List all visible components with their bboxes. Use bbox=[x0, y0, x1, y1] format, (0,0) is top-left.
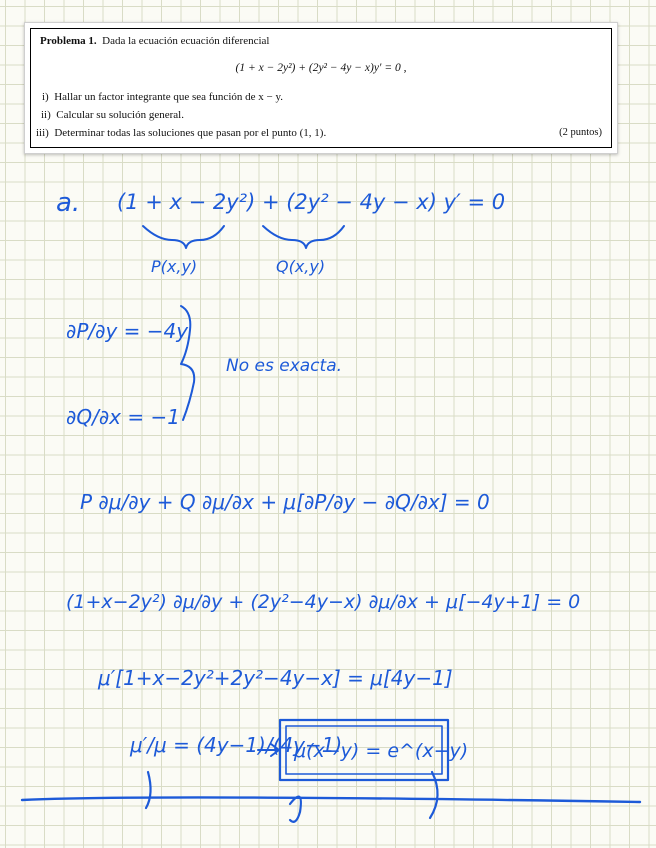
result-integrating-factor: μ(x−y) = e^(x−y) bbox=[294, 740, 469, 762]
part-label: a. bbox=[56, 188, 81, 218]
item-text: Determinar todas las soluciones que pasan por el punto (1, 1). bbox=[54, 127, 327, 139]
integrating-factor-equation: P ∂μ/∂y + Q ∂μ/∂x + μ[∂P/∂y − ∂Q/∂x] = 0 bbox=[80, 490, 490, 514]
not-exact-note: No es exacta. bbox=[226, 356, 343, 376]
problem-points: (2 puntos) bbox=[559, 127, 602, 138]
q-label: Q(x,y) bbox=[276, 257, 326, 276]
problem-title: Problema 1. bbox=[40, 35, 97, 47]
underline-hook-left bbox=[146, 772, 151, 808]
partial-p-partial-y: ∂P/∂y = −4y bbox=[66, 319, 189, 343]
item-number: iii) bbox=[36, 127, 49, 139]
original-equation: (1 + x − 2y²) + (2y² − 4y − x) y′ = 0 bbox=[117, 190, 506, 214]
p-label: P(x,y) bbox=[151, 257, 198, 276]
mu-prime-equation: μ′[1+x−2y²+2y²−4y−x] = μ[4y−1] bbox=[98, 666, 453, 690]
item-number: ii) bbox=[41, 109, 51, 121]
underline-hook-middle bbox=[290, 797, 301, 822]
item-text: Hallar un factor integrante que sea función de x − y. bbox=[54, 91, 283, 103]
ratio-equation: μ′/μ = (4y−1)/(4y−1) bbox=[130, 733, 343, 757]
item-text: Calcular su solución general. bbox=[56, 109, 184, 121]
brace-under-p bbox=[143, 226, 224, 248]
partial-q-partial-x: ∂Q/∂x = −1 bbox=[66, 405, 180, 429]
problem-intro: Dada la ecuación ecuación diferencial bbox=[102, 35, 270, 47]
underline-stroke bbox=[22, 797, 640, 802]
brace-under-q bbox=[263, 226, 344, 248]
substituted-equation: (1+x−2y²) ∂μ/∂y + (2y²−4y−x) ∂μ/∂x + μ[−4y+1] = 0 bbox=[66, 591, 581, 613]
problem-equation: (1 + x − 2y²) + (2y² − 4y − x)y′ = 0 , bbox=[235, 62, 407, 74]
item-number: i) bbox=[42, 91, 49, 103]
